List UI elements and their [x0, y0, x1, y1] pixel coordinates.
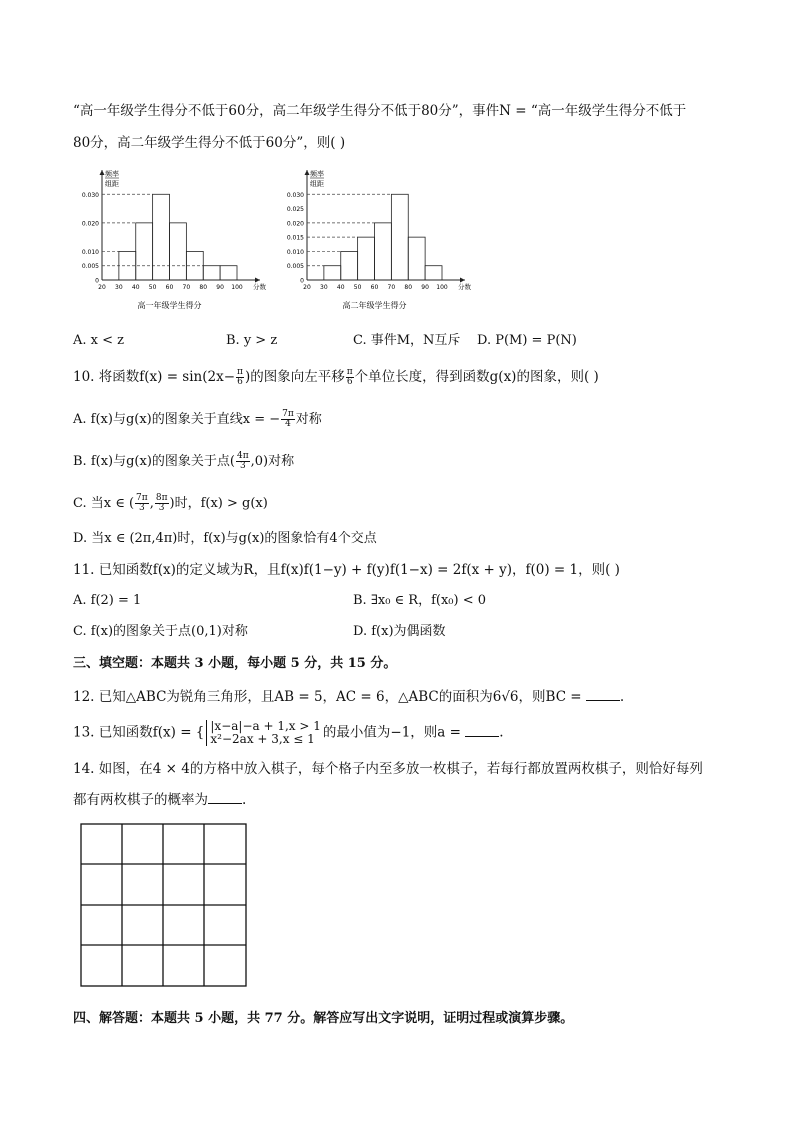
fraction-denominator: 4 — [285, 419, 291, 429]
option-text: C. 当x ∈ ( — [73, 496, 135, 511]
histogram-bar — [358, 237, 375, 280]
q10-option-d: D. 当x ∈ (2π,4π)时，f(x)与g(x)的图象恰有4个交点 — [73, 531, 377, 546]
histogram-bar — [203, 266, 220, 280]
fraction-numerator: 7π — [136, 493, 148, 503]
q13-text-2: 的最小值为−1，则a = — [322, 724, 466, 741]
option-fraction — [236, 452, 250, 471]
y-tick-label: 0.015 — [286, 234, 304, 242]
y-tick-label: 0 — [300, 277, 304, 285]
section-4-heading: 四、解答题：本题共 5 小题，共 77 分。解答应写出文字说明，证明过程或演算步骤。 — [73, 1011, 574, 1026]
x-tick-label: 80 — [199, 284, 208, 291]
x-tick-label: 100 — [231, 284, 243, 291]
x-axis-label: 分数 — [253, 283, 266, 291]
histogram-bar — [170, 223, 187, 280]
y-tick-label: 0 — [95, 277, 99, 285]
fraction-denominator: 6 — [237, 377, 243, 387]
fraction-denominator: 3 — [158, 503, 165, 513]
option-text: ,0)对称 — [250, 454, 295, 469]
histogram-bar — [425, 266, 442, 280]
histogram-grade2 — [280, 168, 480, 320]
option-text: B. f(x)与g(x)的图象关于点( — [73, 454, 235, 469]
q14-stem-line2 — [73, 790, 246, 809]
x-tick-label: 90 — [216, 284, 224, 291]
fraction-numerator: π — [237, 367, 243, 377]
q9-option-d: D. P(M) = P(N) — [477, 333, 577, 348]
y-tick-label: 0.025 — [286, 206, 304, 214]
q13-text: 13. 已知函数f(x) = { — [73, 724, 205, 741]
fraction-denominator: 6 — [346, 377, 353, 387]
histogram-bar — [375, 223, 392, 280]
x-tick-label: 60 — [165, 284, 174, 291]
q13-period: . — [499, 724, 504, 741]
q14-stem-line1: 14. 如图，在4 × 4的方格中放入棋子，每个格子内至多放一枚棋子，若每行都放置两枚棋子，则恰好每列 — [73, 761, 703, 777]
y-tick-label: 0.020 — [81, 220, 99, 228]
y-tick-label: 0.010 — [81, 248, 99, 256]
fraction-numerator: 7π — [282, 409, 294, 419]
histogram-bar — [341, 251, 358, 280]
y-axis-arrow — [305, 170, 310, 175]
y-tick-label: 0.020 — [286, 220, 304, 228]
x-tick-label: 50 — [353, 284, 362, 291]
y-axis-arrow — [100, 170, 105, 175]
histogram-grade1 — [75, 168, 275, 320]
x-tick-label: 40 — [131, 284, 140, 291]
fraction-numerator: 8π — [155, 493, 168, 503]
histogram-bar — [408, 237, 425, 280]
histogram-bar — [220, 266, 237, 280]
y-tick-label: 0.030 — [286, 191, 304, 199]
q13-piecewise — [206, 720, 321, 746]
chart-title: 高二年级学生得分 — [342, 301, 407, 310]
q11-option-c: C. f(x)的图象关于点(0,1)对称 — [73, 624, 248, 639]
q10-stem-part2: )的图象向左平移 — [244, 369, 345, 385]
q9-option-c: C. 事件M，N互斥 — [353, 333, 461, 348]
x-tick-label: 100 — [436, 284, 448, 291]
x-tick-label: 20 — [98, 284, 106, 291]
q9-option-b: B. y > z — [226, 333, 278, 348]
q10-stem — [73, 368, 599, 387]
q14-answer-blank[interactable] — [208, 790, 242, 804]
option-fraction — [281, 410, 295, 429]
x-axis-label: 分数 — [458, 283, 471, 291]
option-fraction — [155, 494, 169, 513]
x-tick-label: 50 — [148, 284, 157, 291]
grid-4x4-figure — [80, 823, 250, 989]
q12-answer-blank[interactable] — [586, 687, 620, 701]
fraction-numerator: 4π — [236, 451, 249, 461]
y-axis-label-bottom: 组距 — [310, 180, 324, 188]
histogram-bar — [324, 266, 341, 280]
x-tick-label: 40 — [336, 284, 345, 291]
q10-option-c — [73, 494, 268, 513]
q13-piece-1: |x−a|−a + 1,x > 1 — [210, 719, 321, 733]
option-text: 对称 — [295, 412, 322, 427]
q14-period: . — [242, 792, 247, 808]
x-tick-label: 80 — [404, 284, 413, 291]
x-tick-label: 70 — [182, 284, 191, 291]
q10-option-a — [73, 410, 322, 429]
q10-option-b — [73, 452, 294, 471]
fraction-denominator: 3 — [139, 503, 145, 513]
q11-stem: 11. 已知函数f(x)的定义域为R，且f(x)f(1−y) + f(y)f(1−x) = 2f(x + y)，f(0) = 1，则( ) — [73, 562, 620, 578]
y-tick-label: 0.010 — [286, 248, 304, 256]
x-tick-label: 60 — [370, 284, 379, 291]
y-axis-label-top: 频率 — [105, 170, 119, 178]
x-tick-label: 20 — [303, 284, 311, 291]
option-text: )时，f(x) > g(x) — [169, 496, 268, 511]
section-3-heading: 三、填空题：本题共 3 小题，每小题 5 分，共 15 分。 — [73, 656, 397, 671]
q12-stem — [73, 687, 624, 706]
q11-option-b: B. ∃x₀ ∈ R，f(x₀) < 0 — [353, 593, 487, 608]
q9-option-a: A. x < z — [73, 333, 124, 348]
y-axis-label-top: 频率 — [310, 170, 324, 178]
q13-answer-blank[interactable] — [465, 723, 499, 737]
x-tick-label: 30 — [115, 284, 123, 291]
q13-piece-2: x²−2ax + 3,x ≤ 1 — [210, 732, 315, 746]
q10-stem-part1: 10. 将函数f(x) = sin(2x− — [73, 369, 236, 385]
option-text: , — [149, 496, 154, 511]
histogram-bar — [391, 194, 408, 280]
q11-option-a: A. f(2) = 1 — [73, 593, 142, 608]
q10-shift-fraction — [346, 368, 354, 387]
option-fraction — [135, 494, 149, 513]
x-axis-arrow — [255, 278, 260, 283]
q14-text: 都有两枚棋子的概率为 — [73, 792, 208, 808]
q9-stem-line2: 80分，高二年级学生得分不低于60分”，则( ) — [73, 135, 346, 151]
q12-period: . — [619, 689, 625, 705]
x-tick-label: 70 — [387, 284, 396, 291]
q10-stem-part3: 个单位长度，得到函数g(x)的图象，则( ) — [354, 369, 599, 385]
q13-stem — [73, 720, 504, 746]
q10-fraction-pi-6 — [236, 368, 244, 387]
fraction-denominator: 3 — [239, 461, 246, 471]
histogram-bar — [136, 223, 153, 280]
x-tick-label: 90 — [421, 284, 429, 291]
y-tick-label: 0.005 — [81, 263, 99, 271]
chart-title: 高一年级学生得分 — [137, 301, 202, 310]
x-tick-label: 30 — [320, 284, 328, 291]
y-axis-label-bottom: 组距 — [105, 180, 119, 188]
q12-text: 12. 已知△ABC为锐角三角形，且AB = 5，AC = 6，△ABC的面积为6√6，则BC = — [73, 689, 586, 705]
option-text: A. f(x)与g(x)的图象关于直线x = − — [73, 412, 281, 427]
fraction-numerator: π — [346, 367, 353, 377]
x-axis-arrow — [460, 278, 465, 283]
histogram-bar — [153, 194, 170, 280]
y-tick-label: 0.005 — [286, 263, 304, 271]
y-tick-label: 0.030 — [81, 191, 99, 199]
q11-option-d: D. f(x)为偶函数 — [353, 624, 446, 639]
q9-stem-line1: “高一年级学生得分不低于60分，高二年级学生得分不低于80分”，事件N = “高一年级学生得分不低于 — [73, 103, 687, 119]
